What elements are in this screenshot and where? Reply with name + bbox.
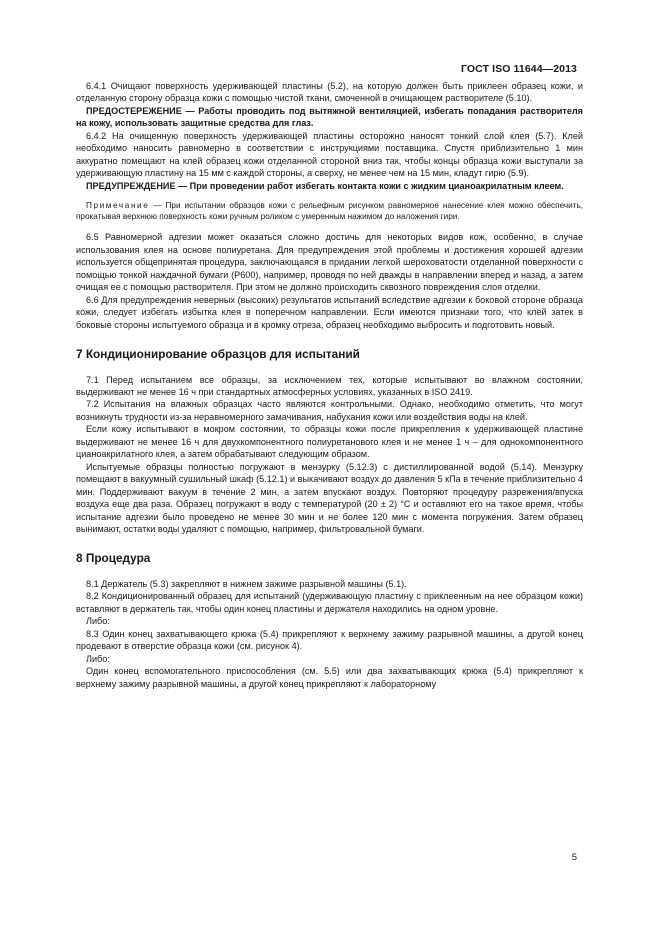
note-label: Примечание: [86, 201, 150, 211]
paragraph-6-6: 6.6 Для предупреждения неверных (высоких) результатов испытаний вследствие адгезии к боковой стороне образца кожи, следует избегать избытка клея в поперечном направлении. Если имеются признаки того, что клей затек в боковые стороны испытуемого образца и в кромку отреза, образец необходимо выбросить и подготовить новый.: [76, 294, 583, 330]
paragraph-7-1: 7.1 Перед испытанием все образцы, за исключением тех, которые испытывают во влажном состоянии, выдерживают не менее 16 ч при стандартных атмосферных условиях, указанных в ISO 2419.: [76, 374, 583, 398]
section-7-heading: 7 Кондиционирование образцов для испытаний: [76, 347, 360, 362]
document-code-header: ГОСТ ISO 11644—2013: [460, 63, 577, 75]
page-body: [76, 80, 583, 690]
paragraph-6-5: 6.5 Равномерной адгезии может оказаться сложно достичь для некоторых видов кож, особенно, в случае использования клея на основе полиуретана. Для предупреждения этой проблемы и достижения хорошей адгезии используется общепринятая процедура, заключающаяся в придании легкой шероховатости отделанной поверхности с помощью тонкой наждачной бумаги (P600), например, проводя по ней дважды в направлении вперед и назад, а затем очищая ее с помощью растворителя. При этом не должно происходить сквозного повреждения слоя отделки.: [76, 232, 583, 293]
caution-warning: ПРЕДОСТЕРЕЖЕНИЕ — Работы проводить под вытяжной вентиляцией, избегать попадания растворителя на кожу, использовать защитные средства для глаз.: [76, 105, 583, 129]
note-text: — При испытании образцов кожи с рельефным рисунком равномерное нанесение клея можно обеспечить, прокатывая верхнюю поверхность кожи ручным роликом с умеренным нажимом до наложения гири.: [76, 201, 583, 222]
either-label-1: Либо:: [86, 616, 110, 627]
contact-warning: ПРЕДУПРЕЖДЕНИЕ — При проведении работ избегать контакта кожи с жидким цианоакрилатным клеем.: [86, 180, 564, 191]
paragraph-8-3-alt: Один конец вспомогательного приспособления (см. 5.5) или два захватывающих крюка (5.4) прикрепляют к верхнему зажиму разрывной машины, а другой конец прикрепляют к лабораторному: [76, 666, 583, 689]
section-8-heading: 8 Процедура: [76, 551, 151, 566]
page-number: 5: [571, 852, 577, 863]
either-label-2: Либо:: [86, 653, 110, 664]
paragraph-8-2: 8.2 Кондиционированный образец для испытаний (удерживающую пластину с приклеенным на нее образцом кожи) вставляют в держатель так, чтобы один конец пластины и держателя находились на одном уровне.: [76, 591, 583, 614]
paragraph-7-2-wet: Если кожу испытывают в мокром состоянии, то образцы кожи после прикрепления к удерживающей пластине выдерживают не менее 16 ч для двухкомпонентного полиуретанового клея и не менее 1 ч – для однокомпонентного цианоакрилатного клея, а затем обрабатывают следующим образом.: [76, 424, 583, 460]
paragraph-8-1: 8.1 Держатель (5.3) закрепляют в нижнем зажиме разрывной машины (5.1).: [86, 578, 407, 589]
paragraph-7-2: 7.2 Испытания на влажных образцах часто являются контрольными. Однако, необходимо отметить, что могут возникнуть трудности из-за неравномерного замачивания, набухания кожи или воздействия воды на клей.: [76, 399, 583, 422]
paragraph-8-3: 8.3 Один конец захватывающего крюка (5.4) прикрепляют к верхнему зажиму разрывной машины, а другой конец продевают в отверстие образца кожи (см. рисунок 4).: [76, 628, 583, 652]
paragraph-7-2-procedure: Испытуемые образцы полностью погружают в мензурку (5.12.3) с дистиллированной водой (5.14). Мензурку помещают в вакуумный сушильный шкаф (5.12.1) и выкачивают воздух до давления 5 кПа в течение приблизительно 4 мин. Поддерживают вакуум в течение 2 мин, а затем впускают воздух. Повторяют процедуру разрежения/впуска воздуха еще два раза. Образец погружают в воду с температурой (20 ± 2) °С и оставляют его на такое время, чтобы испытание адгезии было проведено не менее 30 мин и не более 120 мин с момента погружения. Затем образец вынимают, остатки воды удаляют с помощью, например, фильтровальной бумаги.: [76, 461, 583, 534]
paragraph-6-4-2: 6.4.2 На очищенную поверхность удерживающей пластины осторожно наносят тонкий слой клея (5.7). Клей необходимо наносить равномерно в соответствии с инструкциями поставщика. Спустя приблизительно 1 мин аккуратно помещают на клей образец кожи отделанной стороной вниз так, чтобы концы образца кожи выступали за удерживающую пластину на 15 мм с каждой стороны, а сверху, не менее чем на 15 мин, кладут гирю (5.9).: [76, 130, 583, 179]
note: [76, 200, 583, 222]
paragraph-6-4-1: 6.4.1 Очищают поверхность удерживающей пластины (5.2), на которую должен быть приклеен образец кожи, и отделанную сторону образца кожи с помощью чистой ткани, смоченной в очищающем растворителе (5.10).: [76, 81, 583, 104]
